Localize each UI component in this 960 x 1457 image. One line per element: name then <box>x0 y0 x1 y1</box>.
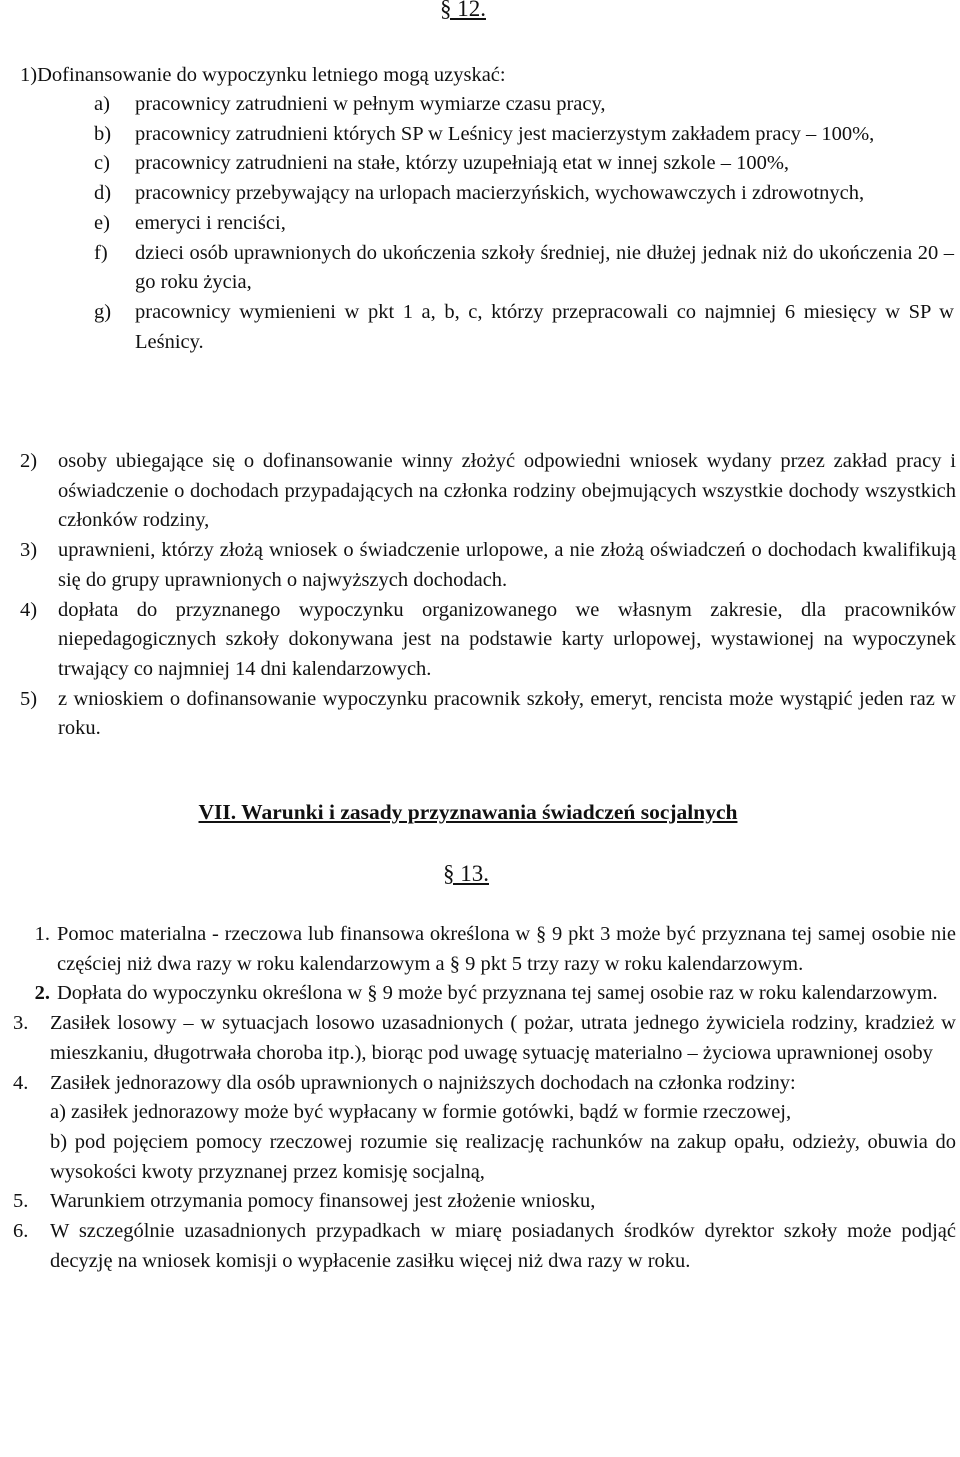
point-label: 4) <box>20 598 38 621</box>
point-text: osoby ubiegające się o dofinansowanie winny złożyć odpowiedni wniosek wydany przez zakład pracy i oświadczenie o dochodach przypadających na członka rodziny obejmujących wszystkie dochody wszystkich członków rodziny, <box>58 450 956 532</box>
item-text: pracownicy przebywający na urlopach macierzyńskich, wychowawczych i zdrowotnych, <box>135 182 865 205</box>
item-label: c) <box>94 152 110 175</box>
point-label: 3) <box>20 539 38 562</box>
section-12-points <box>20 447 956 744</box>
list-item <box>94 239 954 298</box>
subitem-text: b) pod pojęciem pomocy rzeczowej rozumie się realizację rachunków na zakup opału, odzieży, obuwia do wysokości kwoty przyznanej przez komisję socjalną, <box>50 1130 956 1183</box>
item-label: a) <box>94 93 110 115</box>
list-item <box>13 920 956 979</box>
point-label: 1) <box>20 64 38 86</box>
item-label: f) <box>94 241 108 264</box>
item-text: Dopłata do wypoczynku określona w § 9 może być przyznana tej samej osobie raz w roku kalendarzowym. <box>57 982 938 1005</box>
list-item <box>94 209 954 239</box>
list-item <box>13 1217 956 1276</box>
list-item <box>94 298 954 357</box>
item-label: b) <box>94 122 112 145</box>
item-body <box>50 1069 956 1188</box>
list-item <box>94 90 954 120</box>
list-item <box>20 536 956 595</box>
item-label: e) <box>94 211 110 234</box>
list-item <box>94 179 954 209</box>
section-12-heading: § 12. <box>440 0 486 21</box>
section-13-list <box>13 920 956 1276</box>
point-label: 2) <box>20 450 38 472</box>
list-item <box>20 685 956 744</box>
item-text: Zasiłek jednorazowy dla osób uprawnionych o najniższych dochodach na członka rodziny: <box>50 1071 796 1094</box>
item-text: Zasiłek losowy – w sytuacjach losowo uzasadnionych ( pożar, utrata jednego żywiciela rodziny, kradzież w mieszkaniu, długotrwała choroba itp.), biorąc pod uwagę sytuację materialno – życiowa uprawnionej osoby <box>50 1012 956 1064</box>
list-item <box>13 1009 956 1068</box>
chapter-title: VII. Warunki i zasady przyznawania świadczeń socjalnych <box>198 800 738 824</box>
item-label: g) <box>94 300 112 323</box>
item-text: W szczególnie uzasadnionych przypadkach w miarę posiadanych środków dyrektor szkoły może podjąć decyzję na wniosek komisji o wypłacenie zasiłku więcej niż dwa razy w roku. <box>50 1220 956 1272</box>
list-item <box>20 447 956 536</box>
list-item <box>13 1187 956 1217</box>
list-item <box>13 1069 956 1188</box>
section-13-heading: § 13. <box>443 861 489 886</box>
item-text: pracownicy zatrudnieni na stałe, którzy uzupełniają etat w innej szkole – 100%, <box>135 152 790 175</box>
item-label: 6. <box>13 1220 29 1243</box>
item-text: pracownicy zatrudnieni w pełnym wymiarze czasu pracy, <box>135 93 606 115</box>
item-text: pracownicy zatrudnieni których SP w Leśnicy jest macierzystym zakładem pracy – 100%, <box>135 122 875 145</box>
item-label: 5. <box>13 1190 29 1213</box>
item-text: pracownicy wymienieni w pkt 1 a, b, c, którzy przepracowali co najmniej 6 miesięcy w SP w Leśnicy. <box>135 300 954 353</box>
point-label: 5) <box>20 687 38 710</box>
point-text: z wnioskiem o dofinansowanie wypoczynku pracownik szkoły, emeryt, rencista może wystąpić jeden raz w roku. <box>58 687 956 740</box>
item-text: Pomoc materialna - rzeczowa lub finansowa określona w § 9 pkt 3 może być przyznana tej samej osobie nie częściej niż dwa razy w roku kalendarzowym a § 9 pkt 5 trzy razy w roku kalendarzowym. <box>57 923 956 975</box>
point-text: dopłata do przyznanego wypoczynku organizowanego we własnym zakresie, dla pracowników niepedagogicznych szkoły dokonywana jest na podstawie karty urlopowej, wystawionej na wypoczynek trwający co najmniej 14 dni kalendarzowych. <box>58 598 956 680</box>
item-label: 4. <box>13 1071 29 1094</box>
section-12-point-1 <box>20 61 956 91</box>
item-label: 1. <box>34 923 50 945</box>
item-text: emeryci i renciści, <box>135 211 286 234</box>
point-text: Dofinansowanie do wypoczynku letniego mogą uzyskać: <box>37 64 506 86</box>
point-text: uprawnieni, którzy złożą wniosek o świadczenie urlopowe, a nie złożą oświadczeń o dochodach kwalifikują się do grupy uprawnionych o najwyższych dochodach. <box>58 539 956 591</box>
list-item <box>94 120 954 150</box>
item-label: d) <box>94 182 112 205</box>
item-text: Warunkiem otrzymania pomocy finansowej jest złożenie wniosku, <box>50 1190 596 1213</box>
item-label: 3. <box>13 1012 29 1035</box>
item-text: dzieci osób uprawnionych do ukończenia szkoły średniej, nie dłużej jednak niż do ukończenia 20 – go roku życia, <box>135 241 954 294</box>
list-item <box>94 149 954 179</box>
list-item <box>13 979 956 1009</box>
item-label: 2. <box>34 982 50 1005</box>
subitem-text: a) zasiłek jednorazowy może być wypłacany w formie gotówki, bądź w formie rzeczowej, <box>50 1101 792 1124</box>
list-item <box>20 596 956 685</box>
section-12-subitem-list <box>94 90 954 357</box>
